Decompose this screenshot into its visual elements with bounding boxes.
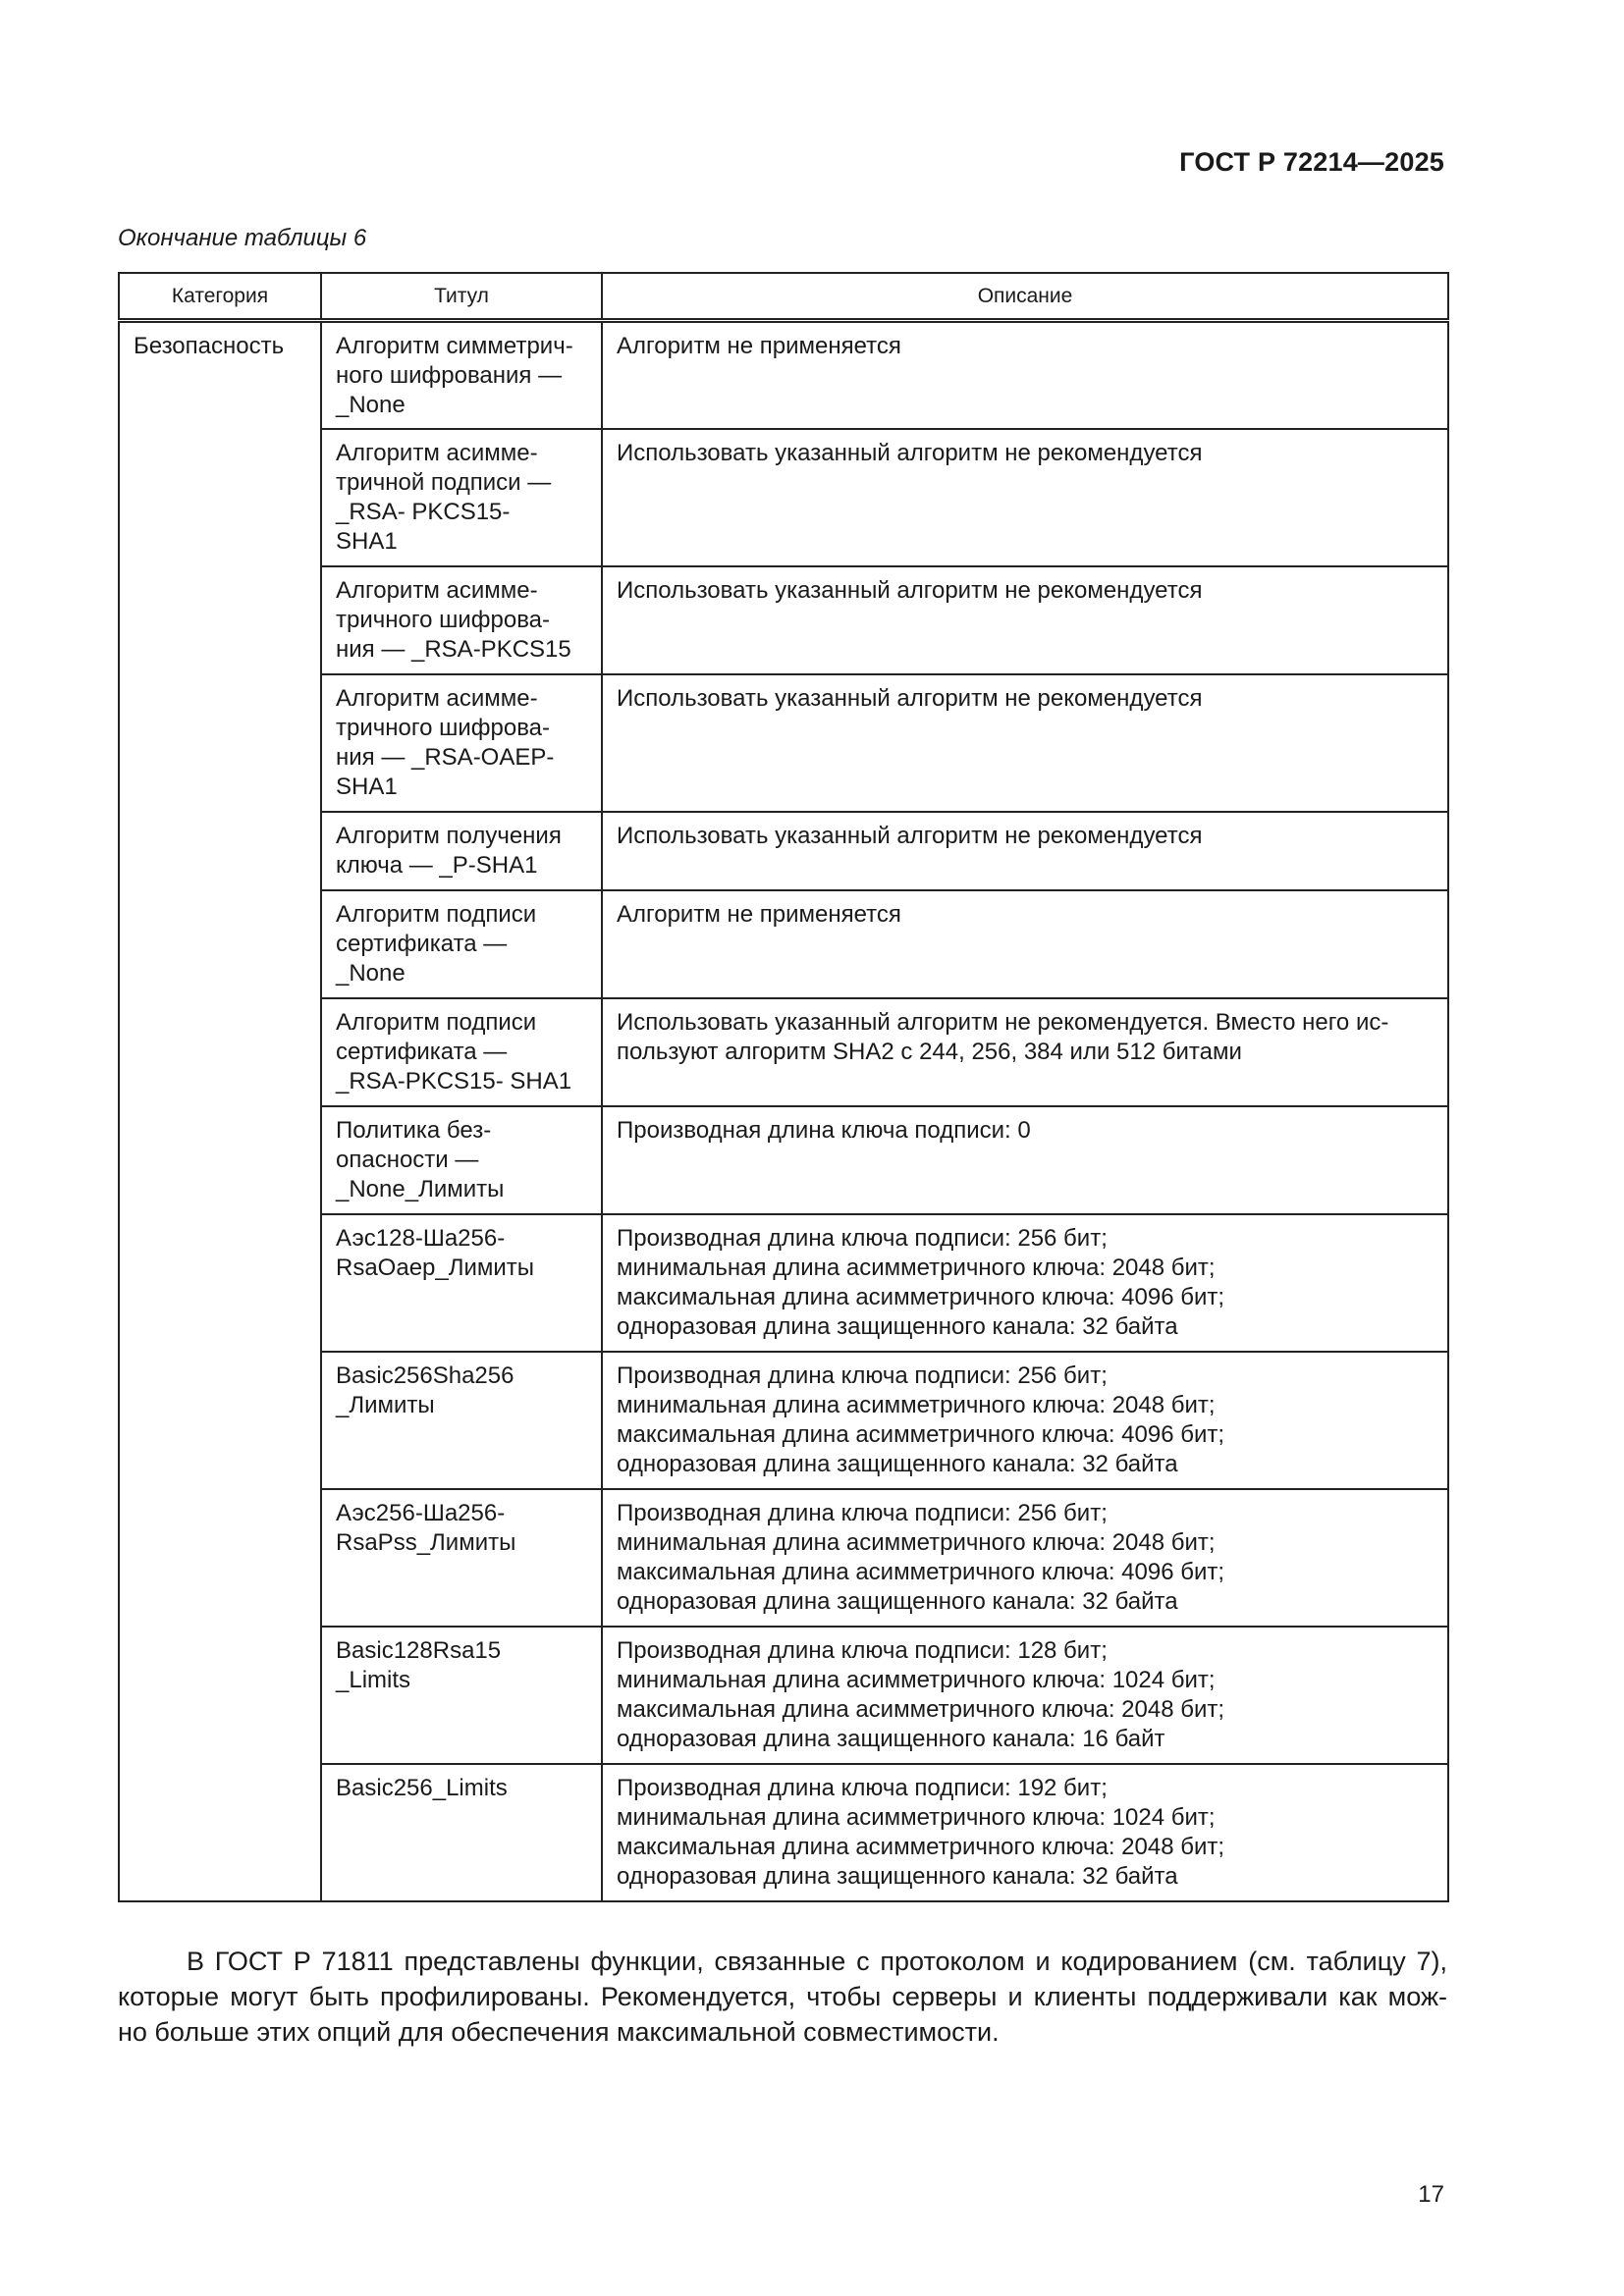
description-cell: Использовать указанный алгоритм не рекомендуется. Вместо него ис- пользуют алгоритм SHA2 с 244, 256, 384 или 512 битами bbox=[602, 998, 1448, 1106]
table-caption: Окончание таблицы 6 bbox=[118, 225, 367, 251]
description-cell: Производная длина ключа подписи: 256 бит; минимальная длина асимметричного ключа: 2048 бит; максимальная длина асимметричного ключа: 4096 бит; одноразовая длина защищенного канала: 32 байта bbox=[602, 1352, 1448, 1489]
paragraph-line: В ГОСТ Р 71811 представлены функции, связанные с протоколом и кодированием (см. таблицу 7), bbox=[187, 1947, 1447, 1976]
title-cell: Алгоритм подписи сертификата — _None bbox=[321, 890, 602, 998]
description-cell: Использовать указанный алгоритм не рекомендуется bbox=[602, 429, 1448, 566]
security-table bbox=[118, 272, 1449, 1902]
title-cell: Аэс128-Ша256- RsaОаep_Лимиты bbox=[321, 1214, 602, 1352]
category-cell: Безопасность bbox=[119, 321, 321, 1902]
description-cell: Производная длина ключа подписи: 192 бит; минимальная длина асимметричного ключа: 1024 бит; максимальная длина асимметричного ключа: 2048 бит; одноразовая длина защищенного канала: 32 байта bbox=[602, 1764, 1448, 1901]
title-cell: Политика без- опасности — _None_Лимиты bbox=[321, 1106, 602, 1214]
title-cell: Basic128Rsa15 _Limits bbox=[321, 1627, 602, 1764]
title-cell: Алгоритм асимме- тричного шифрова- ния — _RSA-PKCS15 bbox=[321, 566, 602, 674]
description-cell: Использовать указанный алгоритм не рекомендуется bbox=[602, 812, 1448, 890]
title-cell: Алгоритм получения ключа — _P-SHA1 bbox=[321, 812, 602, 890]
document-id: ГОСТ Р 72214—2025 bbox=[1179, 147, 1444, 177]
description-cell: Алгоритм не применяется bbox=[602, 321, 1448, 430]
column-header-title: Титул bbox=[321, 273, 602, 321]
table-header-row bbox=[119, 273, 1448, 321]
table-row bbox=[119, 321, 1448, 430]
title-cell: Алгоритм асимме- тричной подписи — _RSA- PKCS15- SHA1 bbox=[321, 429, 602, 566]
body-paragraph bbox=[118, 1944, 1447, 2050]
title-cell: Алгоритм асимме- тричного шифрова- ния — _RSA-OAEP- SHA1 bbox=[321, 674, 602, 812]
paragraph-line: но больше этих опций для обеспечения максимальной совместимости. bbox=[118, 2017, 1000, 2047]
column-header-category: Категория bbox=[119, 273, 321, 321]
title-cell: Аэс256-Ша256- RsaPss_Лимиты bbox=[321, 1489, 602, 1627]
description-cell: Производная длина ключа подписи: 256 бит; минимальная длина асимметричного ключа: 2048 бит; максимальная длина асимметричного ключа: 4096 бит; одноразовая длина защищенного канала: 32 байта bbox=[602, 1214, 1448, 1352]
description-cell: Алгоритм не применяется bbox=[602, 890, 1448, 998]
description-cell: Производная длина ключа подписи: 256 бит; минимальная длина асимметричного ключа: 2048 бит; максимальная длина асимметричного ключа: 4096 бит; одноразовая длина защищенного канала: 32 байта bbox=[602, 1489, 1448, 1627]
description-cell: Использовать указанный алгоритм не рекомендуется bbox=[602, 566, 1448, 674]
title-cell: Basic256Sha256 _Лимиты bbox=[321, 1352, 602, 1489]
title-cell: Алгоритм подписи сертификата — _RSA-PKCS15- SHA1 bbox=[321, 998, 602, 1106]
description-cell: Производная длина ключа подписи: 128 бит; минимальная длина асимметричного ключа: 1024 бит; максимальная длина асимметричного ключа: 2048 бит; одноразовая длина защищенного канала: 16 байт bbox=[602, 1627, 1448, 1764]
page-number: 17 bbox=[1418, 2181, 1444, 2208]
description-cell: Производная длина ключа подписи: 0 bbox=[602, 1106, 1448, 1214]
paragraph-line: которые могут быть профилированы. Рекомендуется, чтобы серверы и клиенты поддерживали как мож- bbox=[118, 1982, 1447, 2011]
title-cell: Алгоритм симметрич- ного шифрования — _None bbox=[321, 321, 602, 430]
title-cell: Basic256_Limits bbox=[321, 1764, 602, 1901]
column-header-description: Описание bbox=[602, 273, 1448, 321]
description-cell: Использовать указанный алгоритм не рекомендуется bbox=[602, 674, 1448, 812]
